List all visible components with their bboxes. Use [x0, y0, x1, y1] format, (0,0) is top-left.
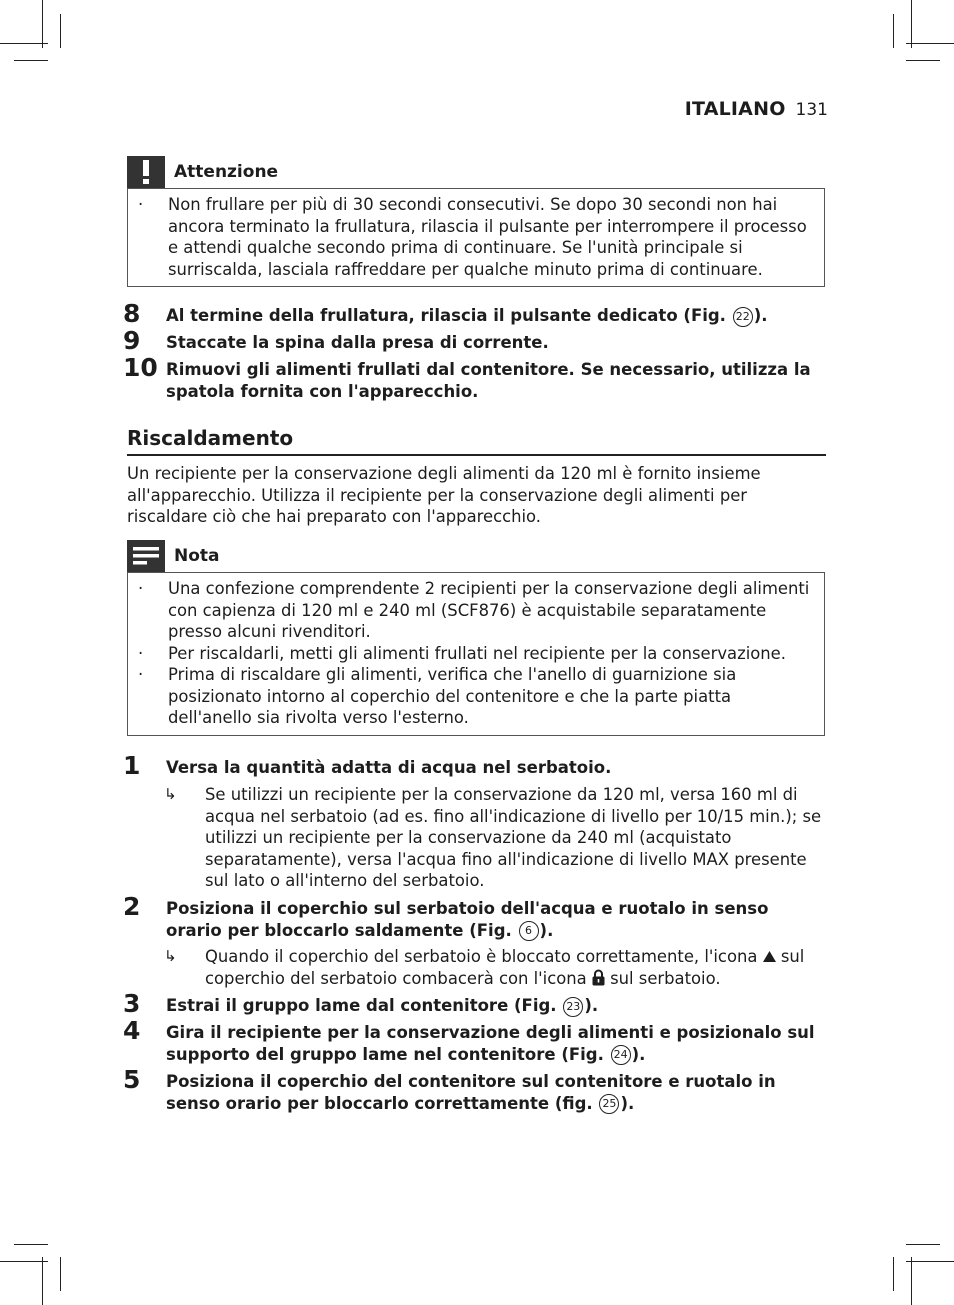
- crop-mark: [0, 43, 48, 44]
- crop-mark: [42, 1257, 43, 1305]
- step-text: Gira il recipiente per la conservazione degli alimenti e posizionalo sul supporto del gruppo lame nel contenitore (Fig.: [166, 1023, 815, 1064]
- figure-ref: 25: [599, 1094, 619, 1114]
- triangle-icon: [763, 951, 776, 962]
- step-number: 1: [123, 751, 141, 780]
- warning-header: [127, 156, 278, 188]
- warning-box: [127, 188, 825, 287]
- crop-mark: [14, 60, 48, 61]
- step-9: [123, 328, 825, 354]
- warning-title: Attenzione: [174, 162, 279, 182]
- result-text: sul serbatoio.: [604, 968, 721, 988]
- crop-mark: [0, 1261, 48, 1262]
- note-bullet: Prima di riscaldare gli alimenti, verifica che l'anello di guarnizione sia posizionato intorno al coperchio del contenitore e che la parte piatta dell'anello sia rivolta verso l'esterno.: [168, 665, 737, 727]
- step-text: Versa la quantità adatta di acqua nel serbatoio.: [166, 758, 612, 777]
- step-text-end: ).: [631, 1044, 646, 1064]
- step-number: 10: [123, 353, 158, 382]
- step-text-end: ).: [620, 1093, 635, 1113]
- crop-mark: [911, 1257, 912, 1305]
- step-1: [123, 753, 825, 779]
- section-rule: [127, 454, 826, 456]
- figure-ref: 22: [733, 307, 753, 327]
- step-text: Al termine della frullatura, rilascia il pulsante dedicato (Fig.: [166, 306, 732, 325]
- note-bullet: Per riscaldarli, metti gli alimenti frullati nel recipiente per la conservazione.: [168, 643, 786, 663]
- step-text: Estrai il gruppo lame dal contenitore (Fig.: [166, 996, 563, 1015]
- crop-mark: [906, 1244, 940, 1245]
- crop-mark: [906, 60, 940, 61]
- note-box: [127, 572, 825, 736]
- note-bullet: Una confezione comprendente 2 recipienti per la conservazione degli alimenti con capienza di 120 ml e 240 ml (SCF876) è acquistabile separatamente presso alcuni rivenditori.: [168, 579, 810, 641]
- step-5: [123, 1067, 825, 1114]
- list-item: · Prima di riscaldare gli alimenti, verifica che l'anello di guarnizione sia posizionato intorno al coperchio del contenitore e che la parte piatta dell'anello sia rivolta verso l'esterno.: [136, 664, 816, 729]
- section-intro: Un recipiente per la conservazione degli alimenti da 120 ml è fornito insieme all'apparecchio. Utilizza il recipiente per la conservazione degli alimenti per riscaldare ciò che hai preparato con l'apparecchio.: [127, 464, 761, 526]
- note-header: [127, 540, 220, 572]
- crop-mark: [906, 43, 954, 44]
- note-title: Nota: [174, 546, 220, 566]
- result-text: Quando il coperchio del serbatoio è bloccato correttamente, l'icona: [205, 947, 763, 966]
- result-arrow-icon: ↳: [164, 947, 177, 965]
- step-8: [123, 301, 825, 327]
- figure-ref: 24: [611, 1045, 631, 1065]
- result-arrow-icon: ↳: [164, 785, 177, 803]
- list-item: · Una confezione comprendente 2 recipienti per la conservazione degli alimenti con capienza di 120 ml e 240 ml (SCF876) è acquistabile separatamente presso alcuni rivenditori.: [136, 578, 816, 643]
- step-3: [123, 991, 825, 1017]
- step-number: 2: [123, 892, 141, 921]
- crop-mark: [906, 1261, 954, 1262]
- step-text: Staccate la spina dalla presa di corrente.: [166, 333, 549, 352]
- step-number: 3: [123, 989, 141, 1018]
- page-header: [685, 98, 828, 120]
- crop-mark: [60, 1257, 61, 1291]
- step-1-result: [164, 784, 825, 892]
- step-number: 8: [123, 299, 141, 328]
- step-4: [123, 1018, 825, 1065]
- step-text-end: ).: [753, 306, 768, 325]
- crop-mark: [893, 1257, 894, 1291]
- crop-mark: [42, 0, 43, 48]
- page-number: 131: [795, 100, 828, 120]
- list-item: · Per riscaldarli, metti gli alimenti frullati nel recipiente per la conservazione.: [138, 643, 786, 663]
- lock-icon: [592, 969, 605, 986]
- note-lines-icon: [127, 540, 165, 572]
- crop-mark: [14, 1244, 48, 1245]
- figure-ref: 6: [519, 921, 539, 941]
- step-number: 4: [123, 1016, 141, 1045]
- result-text: Se utilizzi un recipiente per la conservazione da 120 ml, versa 160 ml di acqua nel serbatoio (ad es. fino all'indicazione di livello per 10/15 min.); se utilizzi un recipiente per la conservazione da 240 ml (acquistato separatamente), versa l'acqua fino all'indicazione di livello MAX presente sul lato o all'interno del serbatoio.: [205, 785, 822, 890]
- step-number: 9: [123, 326, 141, 355]
- warning-bullet: Non frullare per più di 30 secondi consecutivi. Se dopo 30 secondi non hai ancora terminato la frullatura, rilascia il pulsante per interrompere il processo e attendi qualche secondo prima di continuare. Se l'unità principale si surriscalda, lasciala raffreddare per qualche minuto prima di continuare.: [168, 195, 807, 279]
- step-text: Rimuovi gli alimenti frullati dal contenitore. Se necessario, utilizza la spatola fornita con l'apparecchio.: [166, 360, 811, 401]
- crop-mark: [60, 14, 61, 48]
- step-text-end: ).: [584, 996, 599, 1015]
- crop-mark: [911, 0, 912, 48]
- exclamation-icon: [127, 156, 165, 188]
- step-text-end: ).: [539, 920, 554, 940]
- result-text: sul coperchio del serbatoio combacerà con l'icona: [205, 947, 805, 988]
- step-text: Posiziona il coperchio sul serbatoio dell'acqua e ruotalo in senso orario per bloccarlo saldamente (Fig.: [166, 899, 769, 940]
- section-title: Riscaldamento: [127, 426, 294, 450]
- crop-mark: [893, 14, 894, 48]
- step-2: [123, 894, 825, 941]
- figure-ref: 23: [563, 997, 583, 1017]
- step-text: Posiziona il coperchio del contenitore sul contenitore e ruotalo in senso orario per bloccarlo correttamente (fig.: [166, 1072, 776, 1113]
- step-2-result: [164, 946, 825, 989]
- step-10: [123, 355, 825, 402]
- step-number: 5: [123, 1065, 141, 1094]
- list-item: · Non frullare per più di 30 secondi consecutivi. Se dopo 30 secondi non hai ancora terminato la frullatura, rilascia il pulsante per interrompere il processo e attendi qualche secondo prima di continuare. Se l'unità principale si surriscalda, lasciala raffreddare per qualche minuto prima di continuare.: [136, 194, 816, 280]
- header-language: ITALIANO: [684, 98, 786, 120]
